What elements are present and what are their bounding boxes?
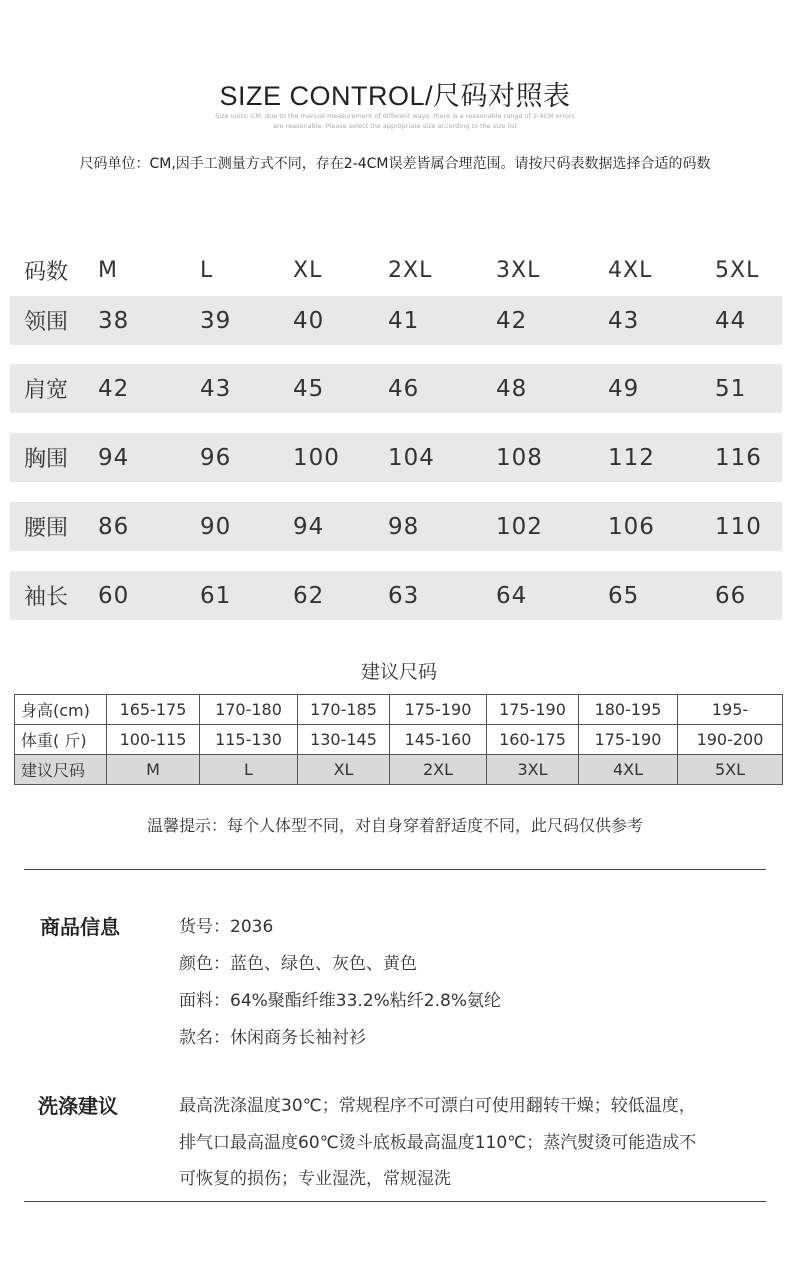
table-cell: 96 <box>200 444 232 471</box>
table-cell: XL <box>298 755 390 785</box>
table-cell: 94 <box>293 513 325 540</box>
table-cell: 42 <box>496 307 528 334</box>
product-info-line: 货号：2036 <box>179 917 274 937</box>
divider <box>24 1201 766 1202</box>
size-row-chest <box>10 433 782 482</box>
product-info-line: 面料：64%聚酯纤维33.2%粘纤2.8%氨纶 <box>179 991 501 1011</box>
row-label: 腰围 <box>24 516 69 541</box>
table-cell: 38 <box>98 307 130 334</box>
table-cell: 94 <box>98 444 130 471</box>
recommend-row-weight <box>15 725 783 755</box>
table-cell: 63 <box>388 582 420 609</box>
table-cell: 40 <box>293 307 325 334</box>
recommend-row-height <box>15 695 783 725</box>
table-cell: 64 <box>496 582 528 609</box>
wash-advice-title: 洗涤建议 <box>38 1094 118 1118</box>
size-col-header: 2XL <box>388 257 433 283</box>
table-cell: 43 <box>608 307 640 334</box>
subtitle-line-1: Size units: CM, due to the manual measurement of different ways, there is a reasonable range of 2-4CM errors <box>215 112 575 120</box>
row-label: 建议尺码 <box>15 755 107 785</box>
table-cell: 180-195 <box>579 695 678 725</box>
wash-advice-line: 可恢复的损伤；专业湿洗，常规湿洗 <box>179 1169 451 1189</box>
product-info-line: 款名：休闲商务长袖衬衫 <box>179 1028 366 1048</box>
table-cell: 175-190 <box>390 695 487 725</box>
page-title: SIZE CONTROL/尺码对照表 <box>219 81 571 111</box>
table-cell: 2XL <box>390 755 487 785</box>
row-label: 肩宽 <box>24 378 69 403</box>
row-label: 体重( 斤) <box>15 725 107 755</box>
table-cell: 116 <box>715 444 762 471</box>
table-cell: 190-200 <box>678 725 783 755</box>
table-cell: 65 <box>608 582 640 609</box>
table-cell: 44 <box>715 307 747 334</box>
row-label: 袖长 <box>24 585 69 610</box>
size-col-header: 5XL <box>715 257 760 283</box>
wash-advice-line: 排气口最高温度60℃烫斗底板最高温度110℃；蒸汽熨烫可能造成不 <box>179 1133 697 1153</box>
table-cell: 110 <box>715 513 762 540</box>
table-cell: M <box>107 755 200 785</box>
table-cell: 43 <box>200 375 232 402</box>
table-cell: 39 <box>200 307 232 334</box>
table-cell: 130-145 <box>298 725 390 755</box>
warm-tip: 温馨提示：每个人体型不同，对自身穿着舒适度不同，此尺码仅供参考 <box>146 816 643 835</box>
recommend-title: 建议尺码 <box>360 661 437 683</box>
table-cell: 175-190 <box>487 695 579 725</box>
table-cell: 102 <box>496 513 543 540</box>
table-cell: 48 <box>496 375 528 402</box>
size-col-header: 3XL <box>496 257 541 283</box>
table-cell: 170-185 <box>298 695 390 725</box>
size-table-header <box>10 250 782 290</box>
size-col-header: XL <box>293 257 323 283</box>
table-cell: 61 <box>200 582 232 609</box>
size-row-neck <box>10 296 782 345</box>
table-cell: 112 <box>608 444 655 471</box>
table-cell: 100 <box>293 444 340 471</box>
table-cell: 165-175 <box>107 695 200 725</box>
table-cell: 106 <box>608 513 655 540</box>
table-cell: 160-175 <box>487 725 579 755</box>
table-cell: 42 <box>98 375 130 402</box>
table-cell: 41 <box>388 307 420 334</box>
row-label: 领围 <box>24 310 69 335</box>
table-cell: 90 <box>200 513 232 540</box>
product-info-line: 颜色：蓝色、绿色、灰色、黄色 <box>179 954 417 974</box>
size-row-sleeve <box>10 571 782 620</box>
product-info-title: 商品信息 <box>40 915 120 939</box>
table-cell: 46 <box>388 375 420 402</box>
divider <box>24 869 766 870</box>
table-cell: 170-180 <box>200 695 298 725</box>
table-cell: 100-115 <box>107 725 200 755</box>
size-col-header: 4XL <box>608 257 653 283</box>
recommend-table <box>14 694 783 785</box>
table-cell: 108 <box>496 444 543 471</box>
table-cell: 104 <box>388 444 435 471</box>
wash-advice-line: 最高洗涤温度30℃；常规程序不可漂白可使用翻转干燥；较低温度， <box>179 1096 696 1116</box>
table-cell: 45 <box>293 375 325 402</box>
size-row-shoulder <box>10 364 782 413</box>
page-subtitle <box>0 111 790 131</box>
table-cell: 195- <box>678 695 783 725</box>
table-cell: 66 <box>715 582 747 609</box>
table-cell: 145-160 <box>390 725 487 755</box>
row-label: 胸围 <box>24 447 69 472</box>
table-cell: 5XL <box>678 755 783 785</box>
table-cell: 60 <box>98 582 130 609</box>
table-cell: 86 <box>98 513 130 540</box>
row-label: 身高(cm) <box>15 695 107 725</box>
table-cell: 115-130 <box>200 725 298 755</box>
size-header-label: 码数 <box>24 259 69 285</box>
table-cell: 62 <box>293 582 325 609</box>
table-cell: L <box>200 755 298 785</box>
recommend-row-size <box>15 755 783 785</box>
table-cell: 175-190 <box>579 725 678 755</box>
table-cell: 49 <box>608 375 640 402</box>
size-col-header: L <box>200 257 214 283</box>
table-cell: 4XL <box>579 755 678 785</box>
table-cell: 98 <box>388 513 420 540</box>
size-unit-note: 尺码单位：CM,因手工测量方式不同，存在2-4CM误差皆属合理范围。请按尺码表数据选择合适的码数 <box>79 156 711 172</box>
size-row-waist <box>10 502 782 551</box>
size-col-header: M <box>98 257 118 283</box>
subtitle-line-2: are reasonable. Please select the appropriate size according to the size list <box>273 122 517 130</box>
table-cell: 51 <box>715 375 747 402</box>
table-cell: 3XL <box>487 755 579 785</box>
